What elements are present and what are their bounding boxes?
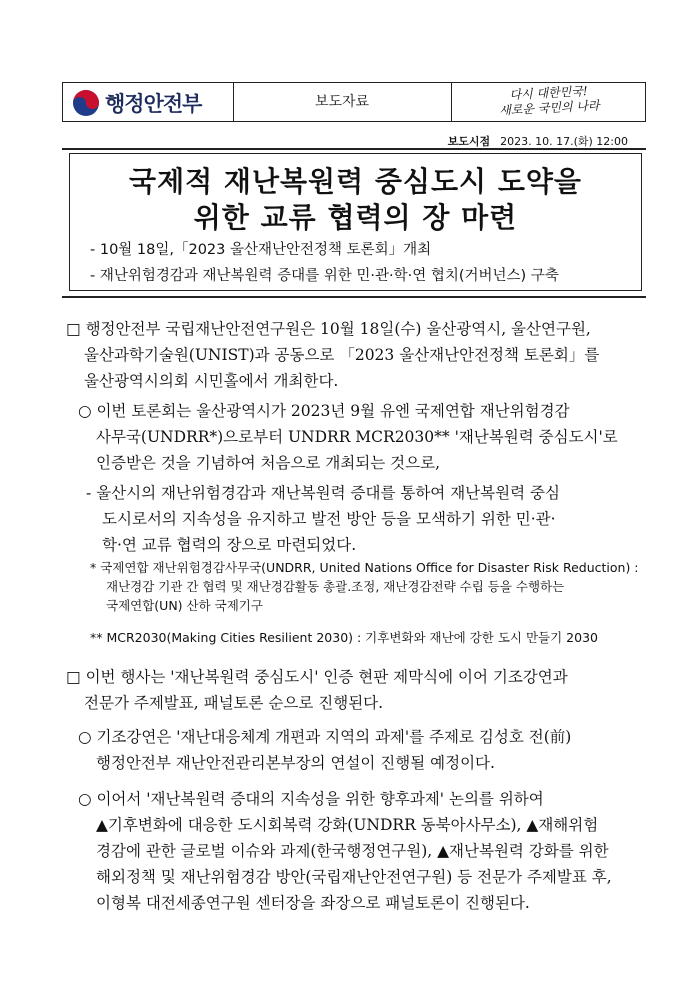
paragraph-6: ○ 이어서 '재난복원력 증대의 지속성을 위한 향후과제' 논의를 위하여 ▲기후변화에 대응한 도시회복력 강화(UNDRR 동북아사무소), ▲재해위험 경감에 관한 글로벌 이슈와 과제(한국행정연구원), ▲재난복원력 강화를 위한 해외정책 및 재난위험경감 방안(국립재난안전연구원) 등 전문가 주제발표 후, 이형복 대전세종연구원 센터장을 좌장으로 패널토론이 진행된다.	[78, 790, 612, 912]
headline-line1: 국제적 재난복원력 중심도시 도약을	[129, 165, 582, 198]
headline-line2: 위한 교류 협력의 장 마련	[193, 201, 518, 234]
release-time: 보도시점 2023. 10. 17.(화) 12:00	[447, 135, 628, 148]
divider	[62, 296, 646, 298]
header-box	[62, 82, 646, 122]
footnote-1: * 국제연합 재난위험경감사무국(UNDRR, United Nations Office for Disaster Risk Reduction) : 재난경감 기관 간 협력 및 재난경감활동 총괄.조정, 재난경감전략 수립 등을 수행하는 국제연합(UN) 산하 국제기구	[90, 560, 639, 613]
paragraph-3: - 울산시의 재난위험경감과 재난복원력 증대를 통하여 재난복원력 중심 도시로서의 지속성을 유지하고 발전 방안 등을 모색하기 위한 민·관· 학·연 교류 협력의 장으로 마련되었다.	[86, 484, 560, 554]
paragraph-1: □ 행정안전부 국립재난안전연구원은 10월 18일(수) 울산광역시, 울산연구원, 울산과학기술원(UNIST)과 공동으로 「2023 울산재난안전정책 토론회」를 울산광역시의회 시민홀에서 개최한다.	[66, 320, 600, 390]
paragraph-4: □ 이번 행사는 '재난복원력 중심도시' 인증 현판 제막식에 이어 기조강연과 전문가 주제발표, 패널토론 순으로 진행된다.	[66, 668, 568, 712]
ministry-logo	[73, 88, 201, 118]
subheadline-1: - 10월 18일,「2023 울산재난안전정책 토론회」개최	[90, 242, 432, 258]
footnote-2: ** MCR2030(Making Cities Resilient 2030) : 기후변화와 재난에 강한 도시 만들기 2030	[90, 630, 598, 645]
title-box	[69, 153, 642, 291]
taegeuk-emblem-icon	[73, 90, 99, 116]
paragraph-2: ○ 이번 토론회는 울산광역시가 2023년 9월 유엔 국제연합 재난위험경감 사무국(UNDRR*)으로부터 UNDRR MCR2030** '재난복원력 중심도시'로 인증받은 것을 기념하여 처음으로 개최되는 것으로,	[78, 402, 618, 472]
paragraph-5: ○ 기조강연은 '재난대응체계 개편과 지역의 과제'를 주제로 김성호 전(前) 행정안전부 재난안전관리본부장의 연설이 진행될 예정이다.	[78, 728, 572, 772]
ministry-name: 행정안전부	[105, 92, 202, 116]
subheadline-2: - 재난위험경감과 재난복원력 증대를 위한 민·관·학·연 협치(거버넌스) 구축	[90, 268, 559, 284]
doc-type: 보도자료	[314, 94, 370, 110]
slogan: 다시 대한민국! 새로운 국민의 나라	[498, 83, 600, 118]
divider	[62, 148, 646, 150]
